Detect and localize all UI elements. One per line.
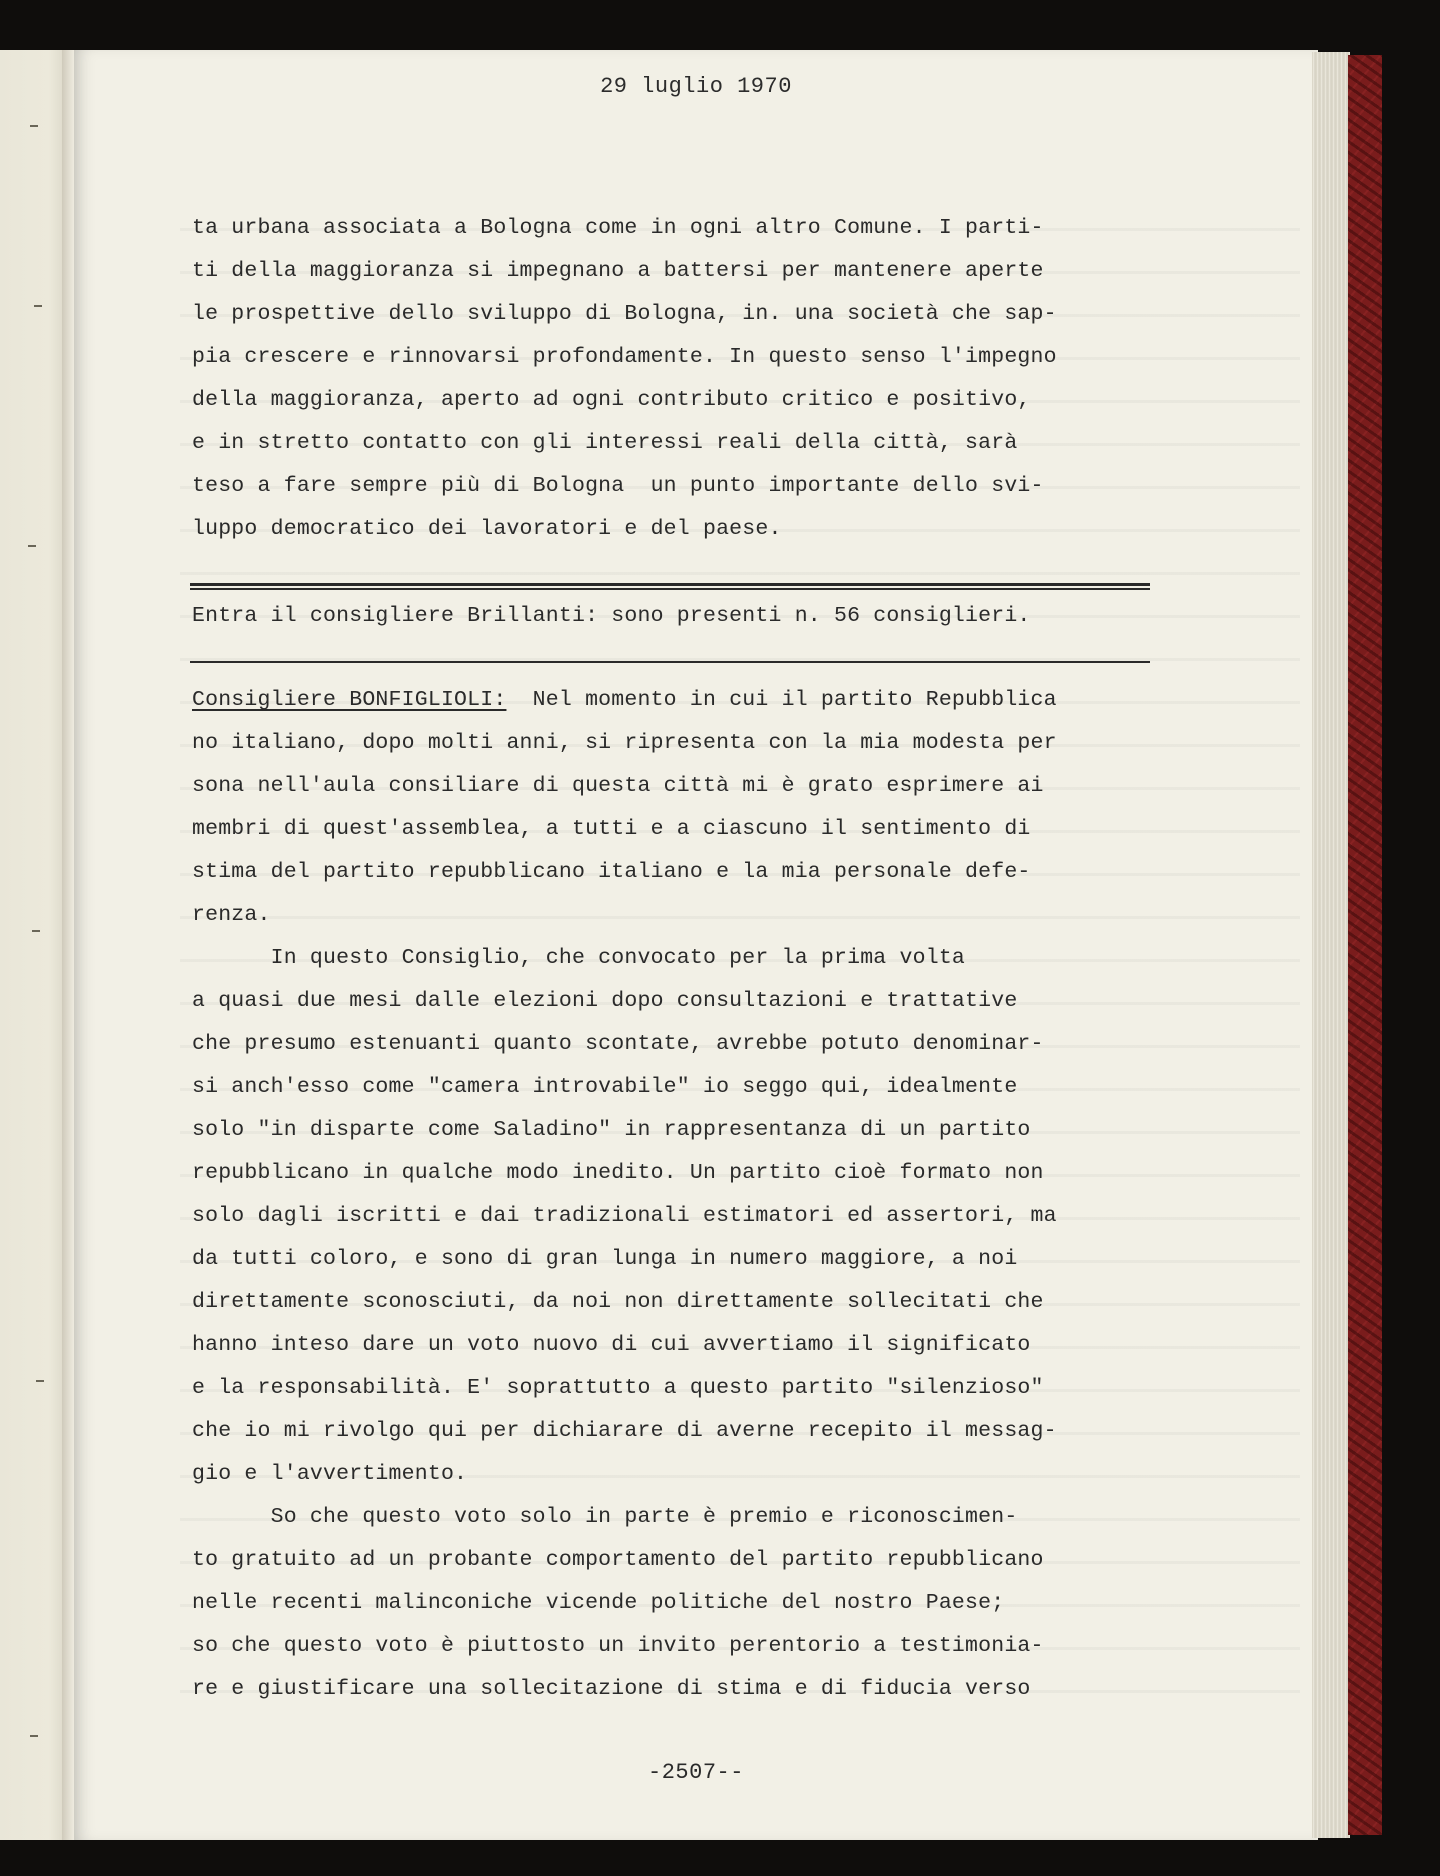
text-line: ta urbana associata a Bologna come in ogni altro Comune. I parti- (192, 216, 1044, 240)
text-line: renza. (192, 903, 271, 927)
text-line: to gratuito ad un probante comportamento del partito repubblicano (192, 1548, 1044, 1572)
marbled-cover-edge (1348, 55, 1382, 1835)
text-line: e la responsabilità. E' soprattutto a questo partito "silenzioso" (192, 1376, 1044, 1400)
text-line: sona nell'aula consiliare di questa città mi è grato esprimere ai (192, 774, 1044, 798)
text-line: da tutti coloro, e sono di gran lunga in numero maggiore, a noi (192, 1247, 1018, 1271)
separator-rule (190, 661, 1150, 663)
text-line: membri di quest'assemblea, a tutti e a ciascuno il sentimento di (192, 817, 1031, 841)
attendance-notice (192, 595, 1192, 638)
text-line: gio e l'avvertimento. (192, 1462, 468, 1486)
speaker-name: Consigliere BONFIGLIOLI: (192, 688, 507, 712)
text-line: pia crescere e rinnovarsi profondamente. In questo senso l'impegno (192, 345, 1057, 369)
text-line: no italiano, dopo molti anni, si ripresenta con la mia modesta per (192, 731, 1057, 755)
text-line: solo "in disparte come Saladino" in rappresentanza di un partito (192, 1118, 1031, 1142)
text-line: hanno inteso dare un voto nuovo di cui avvertiamo il significato (192, 1333, 1031, 1357)
separator-rule (190, 588, 1150, 590)
text-line: so che questo voto è piuttosto un invito perentorio a testimonia- (192, 1634, 1044, 1658)
text-line: luppo democratico dei lavoratori e del paese. (192, 517, 782, 541)
text-line: a quasi due mesi dalle elezioni dopo consultazioni e trattative (192, 989, 1018, 1013)
text-line: solo dagli iscritti e dai tradizionali estimatori ed assertori, ma (192, 1204, 1057, 1228)
text-line: repubblicano in qualche modo inedito. Un partito cioè formato non (192, 1161, 1044, 1185)
margin-mark (34, 305, 42, 307)
margin-mark (36, 1380, 44, 1382)
margin-mark (28, 545, 36, 547)
text-line: della maggioranza, aperto ad ogni contributo critico e positivo, (192, 388, 1031, 412)
text-line: si anch'esso come "camera introvabile" io seggo qui, idealmente (192, 1075, 1018, 1099)
text-line: le prospettive dello sviluppo di Bologna, in. una società che sap- (192, 302, 1057, 326)
notice-line: Entra il consigliere Brillanti: sono presenti n. 56 consiglieri. (192, 604, 1031, 628)
text-line: re e giustificare una sollecitazione di stima e di fiducia verso (192, 1677, 1031, 1701)
text-line: So che questo voto solo in parte è premio e riconoscimen- (192, 1505, 1018, 1529)
text-line: e in stretto contatto con gli interessi reali della città, sarà (192, 431, 1018, 455)
page-header-date: 29 luglio 1970 (600, 74, 792, 99)
margin-mark (30, 125, 38, 127)
text-line: che io mi rivolgo qui per dichiarare di averne recepito il messag- (192, 1419, 1057, 1443)
text-line: stima del partito repubblicano italiano e la mia personale defe- (192, 860, 1031, 884)
text-line: nelle recenti malinconiche vicende politiche del nostro Paese; (192, 1591, 1005, 1615)
speech-opening-line (192, 679, 1192, 722)
text-line: teso a fare sempre più di Bologna un punto importante dello svi- (192, 474, 1044, 498)
separator-rule (190, 583, 1150, 586)
margin-mark (30, 1735, 38, 1737)
text-line: che presumo estenuanti quanto scontate, avrebbe potuto denominar- (192, 1032, 1044, 1056)
text-line: ti della maggioranza si impegnano a battersi per mantenere aperte (192, 259, 1044, 283)
page-stack-edge (1312, 52, 1350, 1838)
speech (192, 679, 1192, 1711)
speech-opening-text: Nel momento in cui il partito Repubblica (506, 688, 1057, 712)
text-line: direttamente sconosciuti, da noi non direttamente sollecitati che (192, 1290, 1044, 1314)
page-number: -2507-- (648, 1760, 744, 1785)
opening-paragraph (192, 207, 1192, 551)
margin-mark (32, 930, 40, 932)
left-page-edge (0, 50, 71, 1840)
text-line: In questo Consiglio, che convocato per la prima volta (192, 946, 966, 970)
